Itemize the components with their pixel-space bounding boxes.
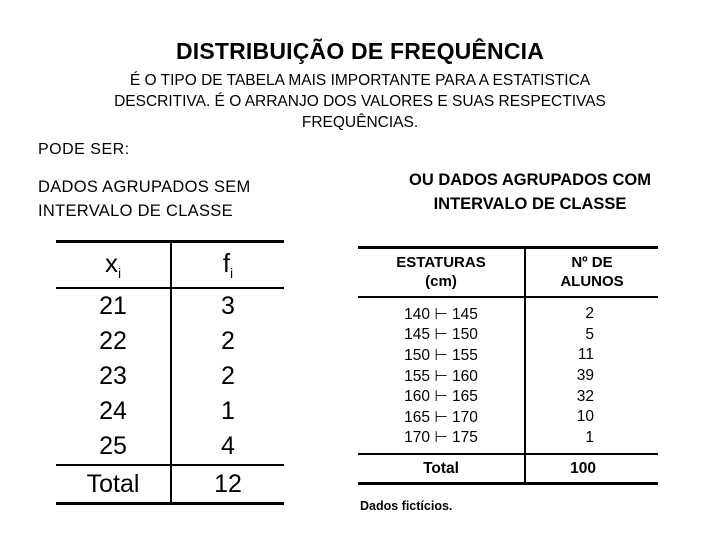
table-row: [358, 428, 658, 455]
right-heading: [370, 168, 690, 216]
header-alunos: [525, 248, 658, 298]
table-row: [358, 325, 658, 346]
frequency-table-intervals: [358, 246, 658, 485]
cell-interval: 165 ⊢ 170: [358, 407, 525, 428]
header-x-sub: i: [117, 265, 122, 282]
cell-count: 2: [585, 305, 594, 323]
table-row: [358, 386, 658, 407]
cell-x: 25: [56, 429, 171, 465]
cell-f: 2: [221, 327, 235, 355]
cell-interval: 150 ⊢ 155: [358, 345, 525, 366]
total-value: 100: [525, 454, 658, 484]
header-estaturas-line: ESTATURAS: [396, 254, 486, 271]
table-row: [56, 324, 284, 359]
header-alunos-line: ALUNOS: [560, 273, 624, 290]
cell-f: 3: [221, 292, 235, 320]
cell-count: 32: [576, 387, 594, 405]
cell-count: 5: [585, 325, 594, 343]
table-header-row: [56, 242, 284, 289]
right-heading-line: OU DADOS AGRUPADOS COM: [408, 171, 651, 189]
table-row: [358, 345, 658, 366]
description-line: FREQUÊNCIAS.: [301, 114, 419, 131]
table-row: [358, 366, 658, 387]
description-line: É O TIPO DE TABELA MAIS IMPORTANTE PARA A ESTATISTICA: [129, 72, 591, 89]
cell-f: 1: [221, 397, 235, 425]
cell-f: 4: [221, 432, 235, 460]
total-row: [56, 465, 284, 504]
cell-interval: 140 ⊢ 145: [358, 297, 525, 325]
cell-x: 22: [56, 324, 171, 359]
header-estaturas: [358, 248, 525, 298]
page-title: DISTRIBUIÇÃO DE FREQUÊNCIA: [175, 38, 545, 64]
cell-interval: 155 ⊢ 160: [358, 366, 525, 387]
cell-count: 10: [576, 408, 594, 426]
table-row: [56, 429, 284, 465]
description-line: DESCRITIVA. É O ARRANJO DOS VALORES E SUAS RESPECTIVAS: [114, 93, 606, 110]
header-alunos-line: Nº DE: [571, 254, 613, 271]
total-value: 12: [171, 465, 284, 504]
cell-count: 39: [576, 367, 594, 385]
frequency-table-simple: [56, 240, 284, 505]
left-heading-line: DADOS AGRUPADOS SEM: [38, 178, 251, 196]
table-row: [56, 359, 284, 394]
description: [60, 70, 660, 133]
table-row: [56, 394, 284, 429]
cell-count: 1: [585, 428, 594, 446]
table-row: [56, 288, 284, 324]
header-fi: [171, 242, 284, 289]
total-row: [358, 454, 658, 484]
cell-x: 24: [56, 394, 171, 429]
header-f-base: f: [222, 248, 231, 279]
total-label: Total: [358, 454, 525, 484]
table-row: [358, 297, 658, 325]
pode-ser-label: PODE SER:: [38, 141, 130, 158]
header-xi: [56, 242, 171, 289]
cell-interval: 145 ⊢ 150: [358, 325, 525, 346]
cell-f: 2: [221, 362, 235, 390]
cell-x: 23: [56, 359, 171, 394]
footnote: Dados fictícios.: [360, 499, 453, 513]
left-heading-line: INTERVALO DE CLASSE: [38, 202, 233, 220]
cell-interval: 160 ⊢ 165: [358, 386, 525, 407]
cell-interval: 170 ⊢ 175: [358, 428, 525, 455]
right-heading-line: INTERVALO DE CLASSE: [433, 195, 627, 213]
table-header-row: [358, 248, 658, 298]
header-estaturas-unit: (cm): [425, 273, 457, 290]
header-x-base: x: [104, 248, 118, 279]
left-heading: [38, 175, 251, 223]
header-f-sub: i: [230, 265, 234, 282]
table-row: [358, 407, 658, 428]
cell-count: 11: [577, 346, 594, 364]
total-label: Total: [56, 465, 171, 504]
cell-x: 21: [56, 288, 171, 324]
